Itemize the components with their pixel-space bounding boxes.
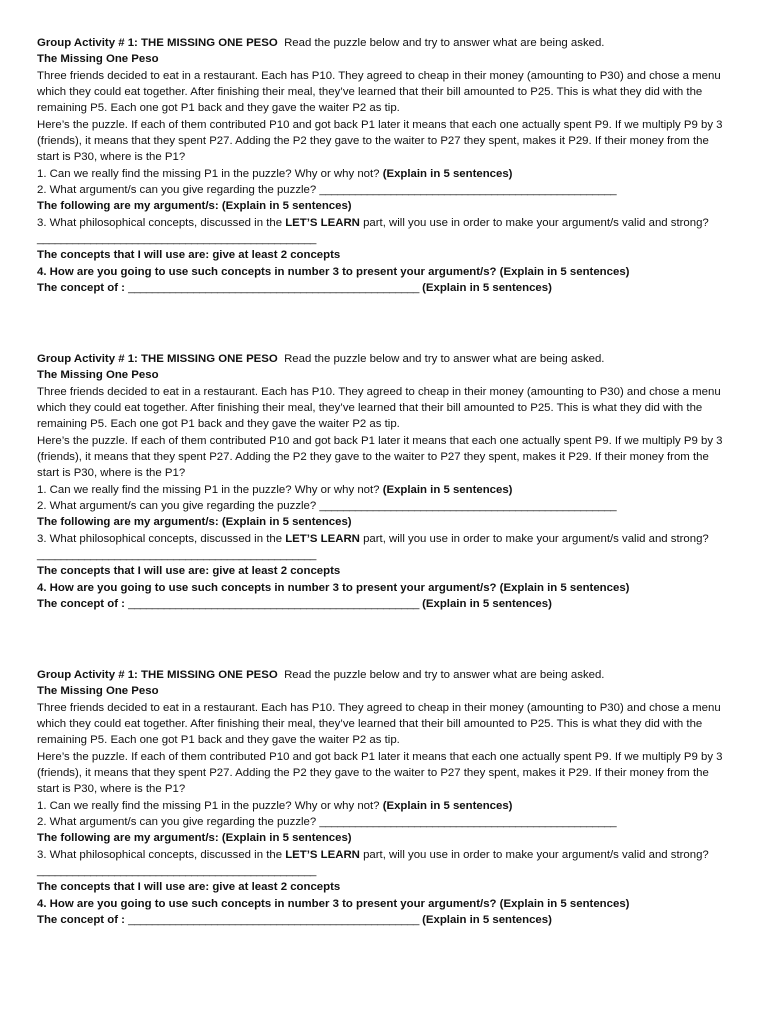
concept-label: The concept of : bbox=[37, 914, 125, 927]
question-2 bbox=[37, 814, 732, 830]
arguments-line bbox=[37, 830, 732, 846]
question-3 bbox=[37, 215, 732, 248]
concepts-label: The concepts that I will use are: give at least 2 concepts bbox=[37, 249, 341, 262]
concept-note: (Explain in 5 sentences) bbox=[422, 282, 552, 295]
concepts-label: The concepts that I will use are: give at least 2 concepts bbox=[37, 565, 341, 578]
concept-note: (Explain in 5 sentences) bbox=[422, 914, 552, 927]
question-3-answer-blank[interactable]: _______________________________________________ bbox=[37, 865, 316, 878]
question-3 bbox=[37, 847, 732, 880]
puzzle-paragraph-1: Three friends decided to eat in a restaurant. Each has P10. They agreed to cheap in their money (amounting to P30) and chose a menu which they could eat together. After finishing their meal, they’ve learned that their bill amounted to P25. This is what they did with the remaining P5. Each one got P1 back and they gave the waiter P2 as tip. bbox=[37, 385, 721, 431]
concept-label: The concept of : bbox=[37, 282, 125, 295]
question-1-note: (Explain in 5 sentences) bbox=[382, 167, 513, 180]
question-2-answer-blank[interactable]: __________________________________________________ bbox=[319, 500, 617, 513]
concept-line bbox=[37, 596, 732, 612]
arguments-label: The following are my argument/s: bbox=[37, 516, 219, 529]
question-2 bbox=[37, 498, 732, 514]
question-1-note: (Explain in 5 sentences) bbox=[382, 483, 513, 496]
question-2 bbox=[37, 182, 732, 198]
question-1 bbox=[37, 482, 732, 498]
question-1-text: 1. Can we really find the missing P1 in the puzzle? Why or why not? bbox=[37, 483, 380, 496]
question-4-note: (Explain in 5 sentences) bbox=[499, 897, 630, 910]
activity-block-2 bbox=[37, 351, 732, 613]
activity-block-3 bbox=[37, 667, 732, 929]
puzzle-paragraph-2: Here’s the puzzle. If each of them contributed P10 and got back P1 later it means that each one actually spent P9. If we multiply P9 by 3 (friends), it means that they spent P27. Adding the P2 they gave to the waiter to P27 they spent, makes it P29. If their money from the start is P30, where is the P1? bbox=[37, 434, 723, 480]
concept-answer-blank[interactable]: _________________________________________________ bbox=[128, 914, 419, 927]
arguments-note: (Explain in 5 sentences) bbox=[221, 200, 352, 213]
question-3-text-b: part, will you use in order to make your argument/s valid and strong? bbox=[363, 848, 709, 861]
concepts-label: The concepts that I will use are: give at least 2 concepts bbox=[37, 881, 341, 894]
question-3-emphasis: LET’S LEARN bbox=[285, 532, 360, 545]
question-1-text: 1. Can we really find the missing P1 in the puzzle? Why or why not? bbox=[37, 799, 380, 812]
concept-label: The concept of : bbox=[37, 598, 125, 611]
question-4-text: 4. How are you going to use such concepts in number 3 to present your argument/s? bbox=[37, 897, 497, 910]
activity-instruction: Read the puzzle below and try to answer what are being asked. bbox=[284, 37, 605, 49]
activity-instruction: Read the puzzle below and try to answer what are being asked. bbox=[284, 669, 605, 681]
puzzle-title: The Missing One Peso bbox=[37, 685, 159, 698]
activity-block-1 bbox=[37, 35, 732, 297]
puzzle-paragraph-1: Three friends decided to eat in a restaurant. Each has P10. They agreed to cheap in their money (amounting to P30) and chose a menu which they could eat together. After finishing their meal, they’ve learned that their bill amounted to P25. This is what they did with the remaining P5. Each one got P1 back and they gave the waiter P2 as tip. bbox=[37, 69, 721, 115]
question-2-answer-blank[interactable]: __________________________________________________ bbox=[319, 816, 617, 829]
puzzle-paragraph-1: Three friends decided to eat in a restaurant. Each has P10. They agreed to cheap in their money (amounting to P30) and chose a menu which they could eat together. After finishing their meal, they’ve learned that their bill amounted to P25. This is what they did with the remaining P5. Each one got P1 back and they gave the waiter P2 as tip. bbox=[37, 701, 721, 747]
activity-heading-line bbox=[37, 667, 732, 683]
question-4 bbox=[37, 896, 732, 912]
question-1-text: 1. Can we really find the missing P1 in the puzzle? Why or why not? bbox=[37, 167, 380, 180]
question-1 bbox=[37, 798, 732, 814]
puzzle-title: The Missing One Peso bbox=[37, 369, 159, 382]
question-1-note: (Explain in 5 sentences) bbox=[382, 799, 513, 812]
concept-note: (Explain in 5 sentences) bbox=[422, 598, 552, 611]
concept-line bbox=[37, 280, 732, 296]
question-3-text-a: 3. What philosophical concepts, discussed in the bbox=[37, 216, 283, 229]
question-2-text: 2. What argument/s can you give regarding the puzzle? bbox=[37, 500, 317, 513]
question-3-answer-blank[interactable]: _______________________________________________ bbox=[37, 233, 316, 246]
question-3-text-b: part, will you use in order to make your argument/s valid and strong? bbox=[363, 532, 709, 545]
question-1 bbox=[37, 166, 732, 182]
question-4-text: 4. How are you going to use such concepts in number 3 to present your argument/s? bbox=[37, 265, 497, 278]
concept-line bbox=[37, 912, 732, 928]
arguments-note: (Explain in 5 sentences) bbox=[221, 832, 352, 845]
arguments-label: The following are my argument/s: bbox=[37, 832, 219, 845]
question-3-answer-blank[interactable]: _______________________________________________ bbox=[37, 549, 316, 562]
question-2-text: 2. What argument/s can you give regarding the puzzle? bbox=[37, 816, 317, 829]
question-2-text: 2. What argument/s can you give regarding the puzzle? bbox=[37, 184, 317, 197]
question-3-text-b: part, will you use in order to make your argument/s valid and strong? bbox=[363, 216, 709, 229]
activity-heading: Group Activity # 1: THE MISSING ONE PESO bbox=[37, 37, 278, 49]
question-3-emphasis: LET’S LEARN bbox=[285, 216, 360, 229]
arguments-note: (Explain in 5 sentences) bbox=[221, 516, 352, 529]
question-4 bbox=[37, 264, 732, 280]
puzzle-paragraph-2: Here’s the puzzle. If each of them contributed P10 and got back P1 later it means that each one actually spent P9. If we multiply P9 by 3 (friends), it means that they spent P27. Adding the P2 they gave to the waiter to P27 they spent, makes it P29. If their money from the start is P30, where is the P1? bbox=[37, 750, 723, 796]
concept-answer-blank[interactable]: _________________________________________________ bbox=[128, 598, 419, 611]
activity-heading-line bbox=[37, 35, 732, 51]
question-4 bbox=[37, 580, 732, 596]
question-3-text-a: 3. What philosophical concepts, discussed in the bbox=[37, 848, 283, 861]
question-3 bbox=[37, 531, 732, 564]
question-4-note: (Explain in 5 sentences) bbox=[499, 265, 630, 278]
arguments-line bbox=[37, 514, 732, 530]
puzzle-paragraph-2: Here’s the puzzle. If each of them contributed P10 and got back P1 later it means that each one actually spent P9. If we multiply P9 by 3 (friends), it means that they spent P27. Adding the P2 they gave to the waiter to P27 they spent, makes it P29. If their money from the start is P30, where is the P1? bbox=[37, 118, 723, 164]
question-3-emphasis: LET’S LEARN bbox=[285, 848, 360, 861]
question-4-text: 4. How are you going to use such concepts in number 3 to present your argument/s? bbox=[37, 581, 497, 594]
question-3-text-a: 3. What philosophical concepts, discussed in the bbox=[37, 532, 283, 545]
question-4-note: (Explain in 5 sentences) bbox=[499, 581, 630, 594]
arguments-line bbox=[37, 198, 732, 214]
activity-instruction: Read the puzzle below and try to answer what are being asked. bbox=[284, 353, 605, 365]
activity-heading: Group Activity # 1: THE MISSING ONE PESO bbox=[37, 669, 278, 681]
activity-heading: Group Activity # 1: THE MISSING ONE PESO bbox=[37, 353, 278, 365]
question-2-answer-blank[interactable]: __________________________________________________ bbox=[319, 184, 617, 197]
arguments-label: The following are my argument/s: bbox=[37, 200, 219, 213]
concept-answer-blank[interactable]: _________________________________________________ bbox=[128, 282, 419, 295]
puzzle-title: The Missing One Peso bbox=[37, 53, 159, 66]
activity-heading-line bbox=[37, 351, 732, 367]
